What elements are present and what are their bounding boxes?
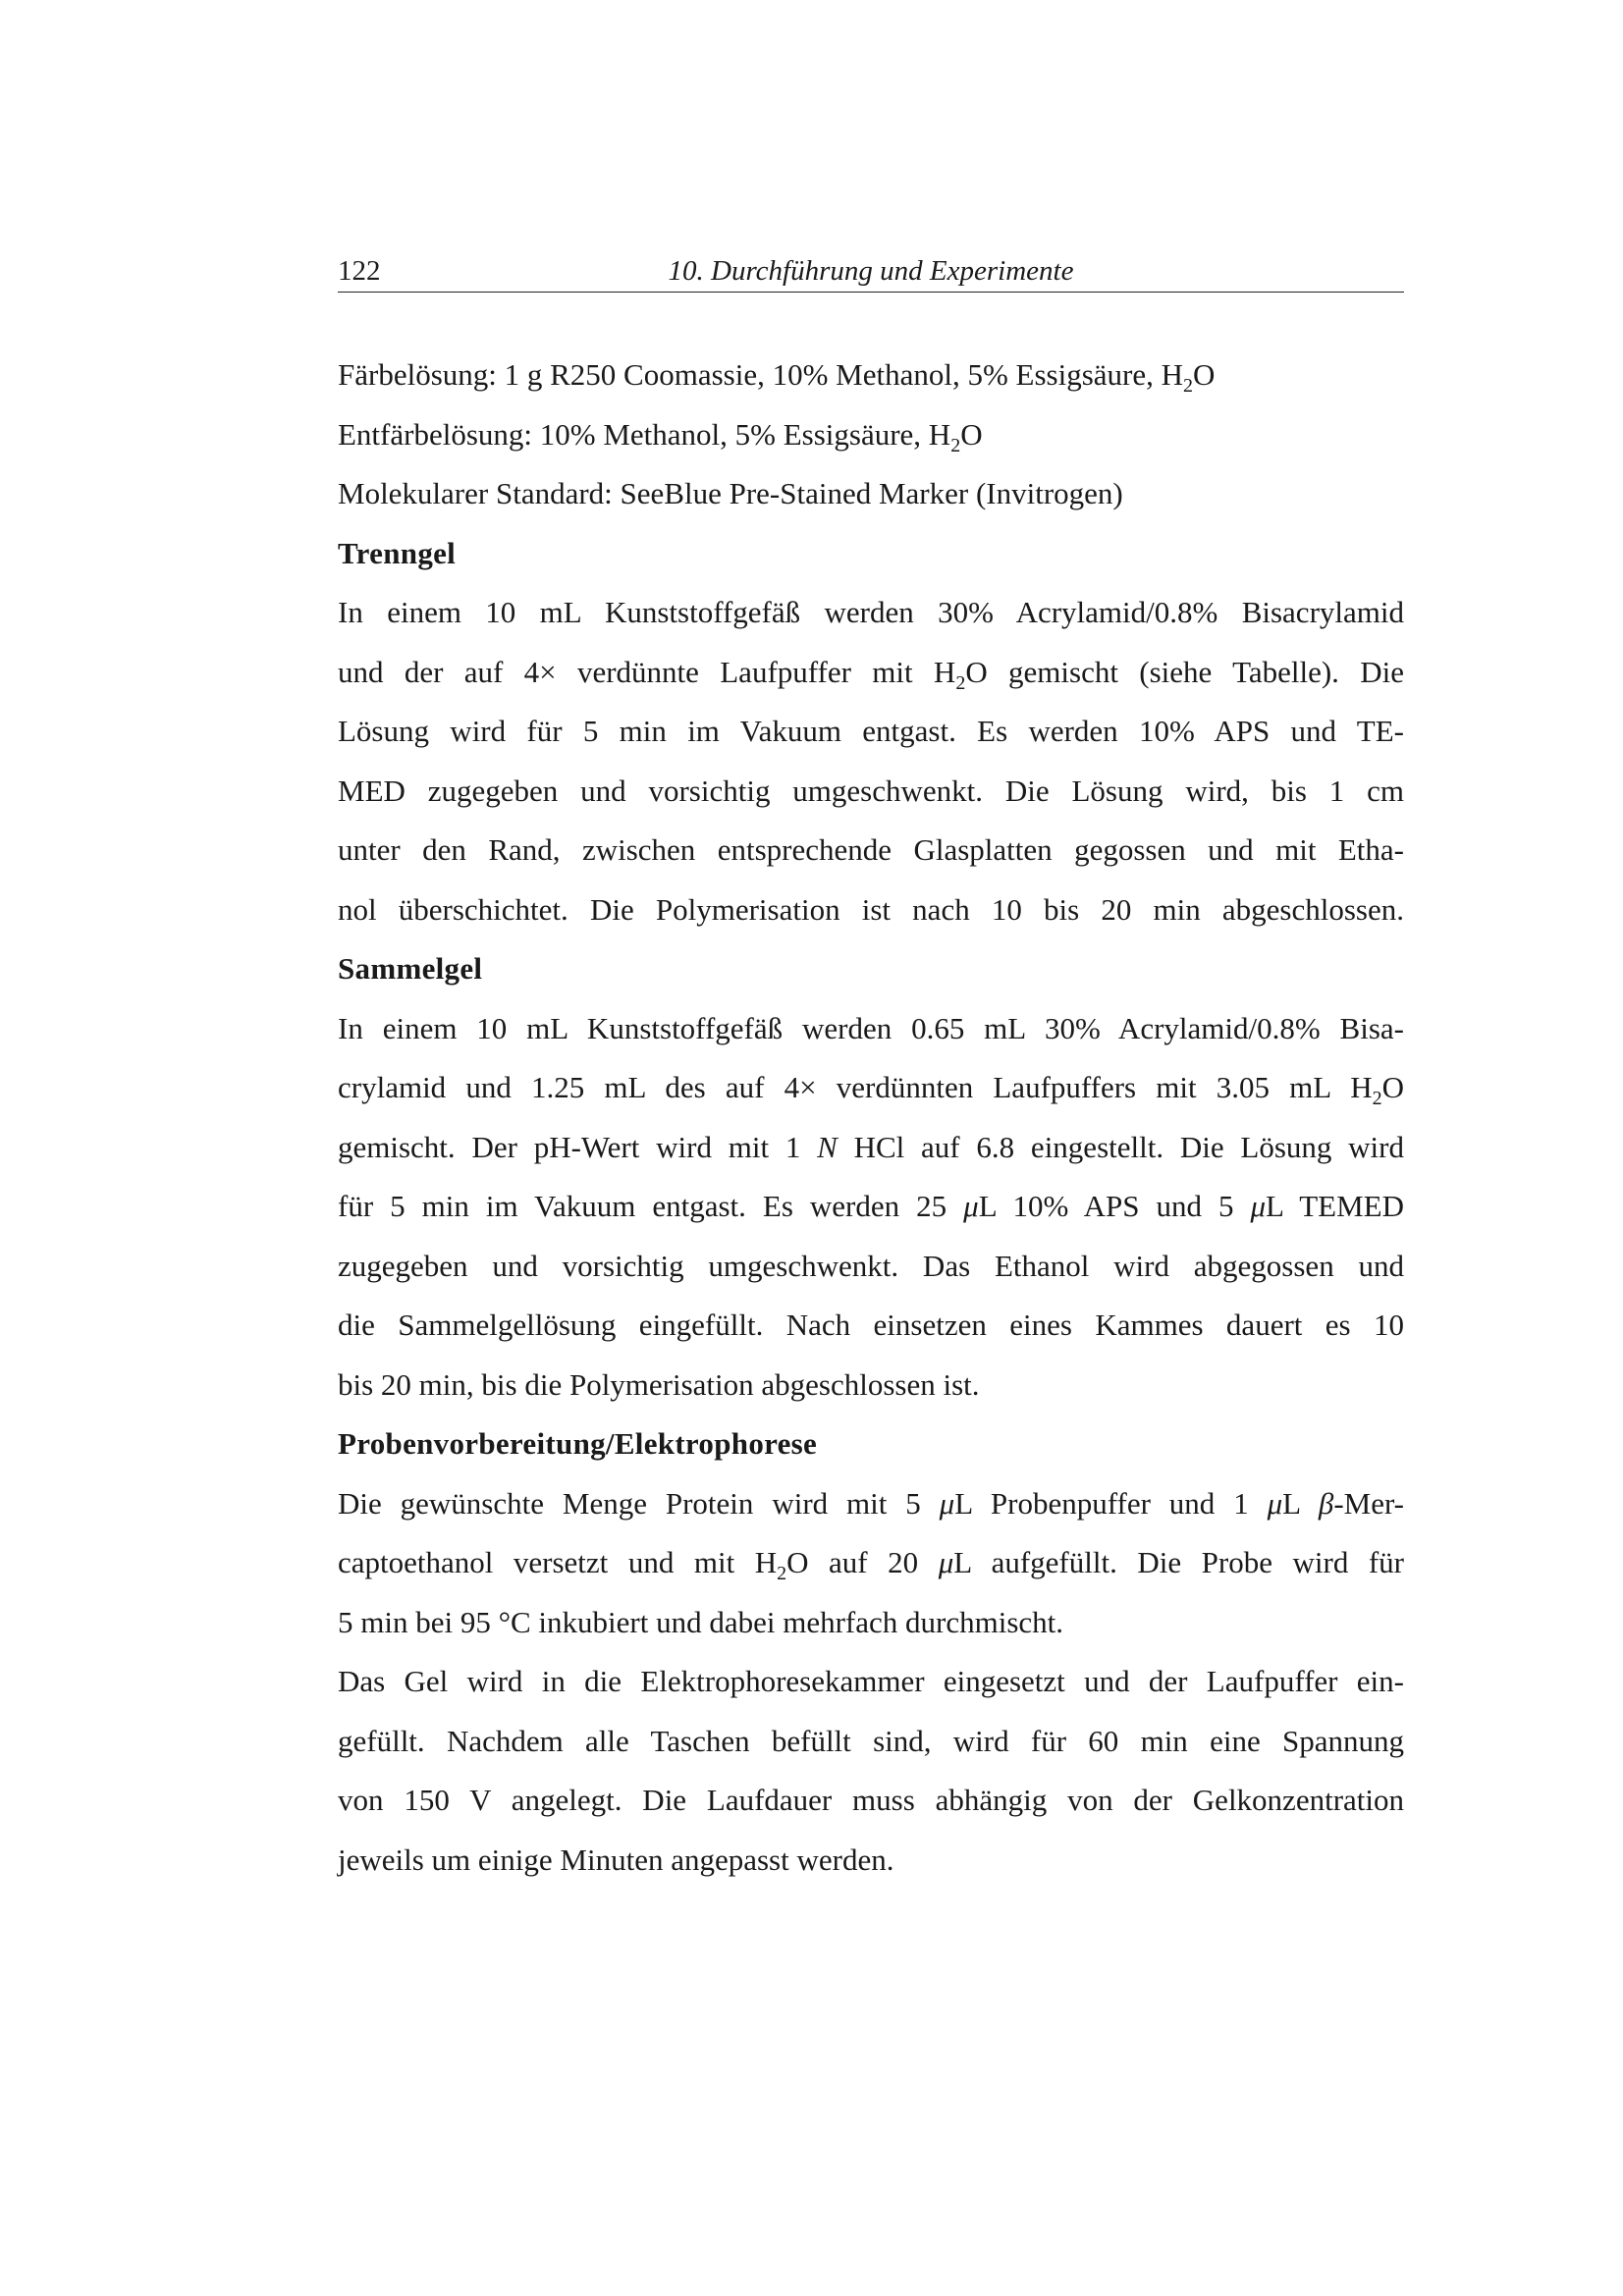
probenvorbereitung-heading: Probenvorbereitung/Elektrophorese — [338, 1426, 818, 1461]
page-number: 122 — [338, 255, 381, 287]
body-text — [338, 346, 1404, 1890]
trenngel-line: und der auf 4× verdünnte Laufpuffer mit $H_2O$ gemischt (siehe Tabelle). Die — [338, 654, 1404, 694]
sammelgel-line: crylamid und 1.25 mL des auf 4× verdünnten Laufpuffers mit 3.05 mL $H_2O$ — [338, 1070, 1404, 1110]
probe-line: captoethanol versetzt und mit $H_2O$ auf 20 μL aufgefüllt. Die Probe wird für — [338, 1545, 1404, 1585]
molecular-standard-line: Molekularer Standard: SeeBlue Pre-Stained Marker (Invitrogen) — [338, 476, 1123, 510]
page-header — [338, 255, 1404, 293]
probe-line: 5 min bei 95 °C inkubiert und dabei mehrfach durchmischt. — [338, 1604, 1064, 1639]
trenngel-line: MED zugegeben und vorsichtig umgeschwenkt. Die Lösung wird, bis 1 cm — [338, 773, 1404, 808]
trenngel-line: In einem 10 mL Kunststoffgefäß werden 30% Acrylamid/0.8% Bisacrylamid — [338, 595, 1404, 629]
probe-line: jeweils um einige Minuten angepasst werden. — [338, 1842, 894, 1877]
staining-solution-line: Färbelösung: 1 g R250 Coomassie, 10% Methanol, 5% Essigsäure, $H_2O$ — [338, 357, 1216, 398]
sammelgel-line: In einem 10 mL Kunststoffgefäß werden 0.65 mL 30% Acrylamid/0.8% Bisa- — [338, 1010, 1404, 1045]
sammelgel-line: gemischt. Der pH-Wert wird mit 1 N HCl auf 6.8 eingestellt. Die Lösung wird — [338, 1129, 1404, 1164]
sammelgel-line: die Sammelgellösung eingefüllt. Nach einsetzen eines Kammes dauert es 10 — [338, 1308, 1404, 1342]
trenngel-line: nol überschichtet. Die Polymerisation ist nach 10 bis 20 min abgeschlossen. — [338, 891, 1404, 927]
sammelgel-line: für 5 min im Vakuum entgast. Es werden 25 μL 10% APS und 5 μL TEMED — [338, 1189, 1404, 1223]
probe-line: gefüllt. Nachdem alle Taschen befüllt sind, wird für 60 min eine Spannung — [338, 1723, 1404, 1758]
trenngel-heading: Trenngel — [338, 535, 457, 570]
sammelgel-heading: Sammelgel — [338, 951, 483, 986]
trenngel-line: unter den Rand, zwischen entsprechende Glasplatten gegossen und mit Etha- — [338, 832, 1404, 867]
sammelgel-line: zugegeben und vorsichtig umgeschwenkt. Das Ethanol wird abgegossen und — [338, 1248, 1404, 1283]
probe-line: Das Gel wird in die Elektrophoresekammer eingesetzt und der Laufpuffer ein- — [338, 1664, 1404, 1698]
trenngel-line: Lösung wird für 5 min im Vakuum entgast. Es werden 10% APS und TE- — [338, 714, 1404, 748]
header-rule — [338, 292, 1404, 293]
probe-line: von 150 V angelegt. Die Laufdauer muss abhängig von der Gelkonzentration — [338, 1783, 1404, 1817]
running-title: 10. Durchführung und Experimente — [668, 255, 1074, 287]
sammelgel-line: bis 20 min, bis die Polymerisation abgeschlossen ist. — [338, 1366, 980, 1402]
probe-line: Die gewünschte Menge Protein wird mit 5 μL Probenpuffer und 1 μL β-Mer- — [338, 1485, 1404, 1521]
destaining-solution-line: Entfärbelösung: 10% Methanol, 5% Essigsäure, $H_2O$ — [338, 416, 983, 456]
